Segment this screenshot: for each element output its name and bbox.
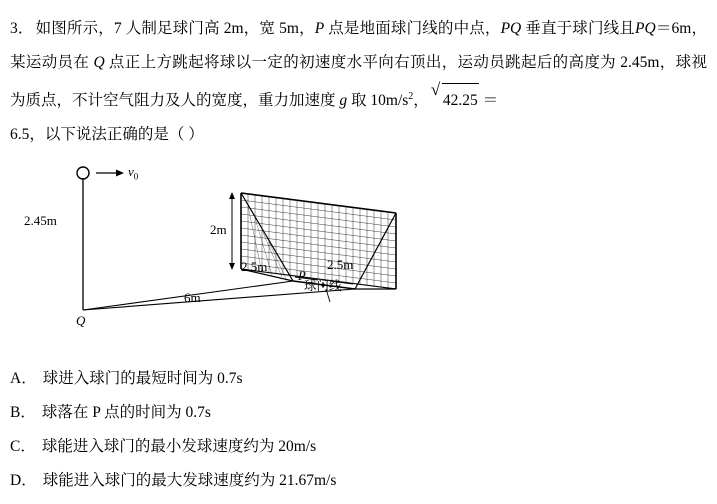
option-a-tag: A． — [10, 370, 37, 388]
option-d-text: 球能进入球门的最大发球速度约为 21.67m/s — [42, 472, 337, 490]
goal-line-label: 球门线 — [304, 279, 342, 294]
stem-exponent: 2 — [408, 91, 414, 102]
stem-line3-d: ＝ — [478, 92, 499, 110]
square-root-expression — [430, 80, 479, 118]
stem-line3-a: 高度为 2.45m，球视为质点，不计空气阻力及人的宽度，重力加速度 — [10, 54, 707, 110]
stem-line1-a: 如图所示，7 人制足球门高 2m，宽 5m， — [35, 20, 315, 37]
stem-line2-b: 点正上方跳起将球以一定的初速度水平向右顶出，运动员跳起后的 — [104, 54, 569, 71]
option-d-tag: D． — [10, 472, 37, 490]
distance-label: 6m — [184, 290, 201, 306]
stem-line1-c: 垂直于球门线且 — [521, 20, 635, 37]
goal-height-label: 2m — [210, 222, 227, 238]
stem-symbol-q: Q — [93, 54, 105, 71]
option-b[interactable] — [10, 396, 707, 430]
point-q-label: Q — [76, 313, 86, 329]
option-a-text: 球进入球门的最短时间为 0.7s — [42, 370, 243, 388]
figure-drawing — [10, 156, 710, 346]
radicand-value: 42.25 — [442, 83, 479, 118]
options-list — [10, 362, 707, 498]
option-a[interactable] — [10, 362, 707, 396]
stem-symbol-p: P — [314, 20, 325, 37]
stem-line4: 6.5，以下说法正确的是（ ） — [10, 126, 204, 144]
option-d[interactable] — [10, 464, 707, 498]
stem-line3-c: ， — [413, 92, 429, 110]
stem-symbol-pq2: PQ — [634, 20, 656, 37]
option-b-text: 球落在 P 点的时间为 0.7s — [41, 404, 211, 422]
option-c-text: 球能进入球门的最小发球速度约为 20m/s — [41, 438, 317, 456]
stem-symbol-g: g — [339, 92, 348, 110]
option-c[interactable] — [10, 430, 707, 464]
right-half-label: 2.5m — [327, 257, 354, 273]
stem-line3-b: 取 10m/s — [347, 92, 409, 110]
physics-figure — [10, 156, 710, 346]
velocity-label: $v_0$ — [128, 164, 139, 182]
question-number: 3． — [10, 20, 34, 37]
option-b-tag: B． — [10, 404, 36, 422]
radical-sign-icon: √ — [430, 80, 441, 100]
height-label: 2.45m — [24, 213, 57, 229]
left-half-label: 2.5m — [241, 259, 268, 275]
point-p-label: P — [298, 268, 306, 284]
stem-line1-b: 点是地面球门线的中点， — [324, 20, 501, 37]
question-stem — [10, 12, 707, 152]
stem-line2-a: ＝6m，某运动员在 — [10, 20, 707, 71]
stem-symbol-pq: PQ — [500, 20, 522, 37]
option-c-tag: C． — [10, 438, 36, 456]
